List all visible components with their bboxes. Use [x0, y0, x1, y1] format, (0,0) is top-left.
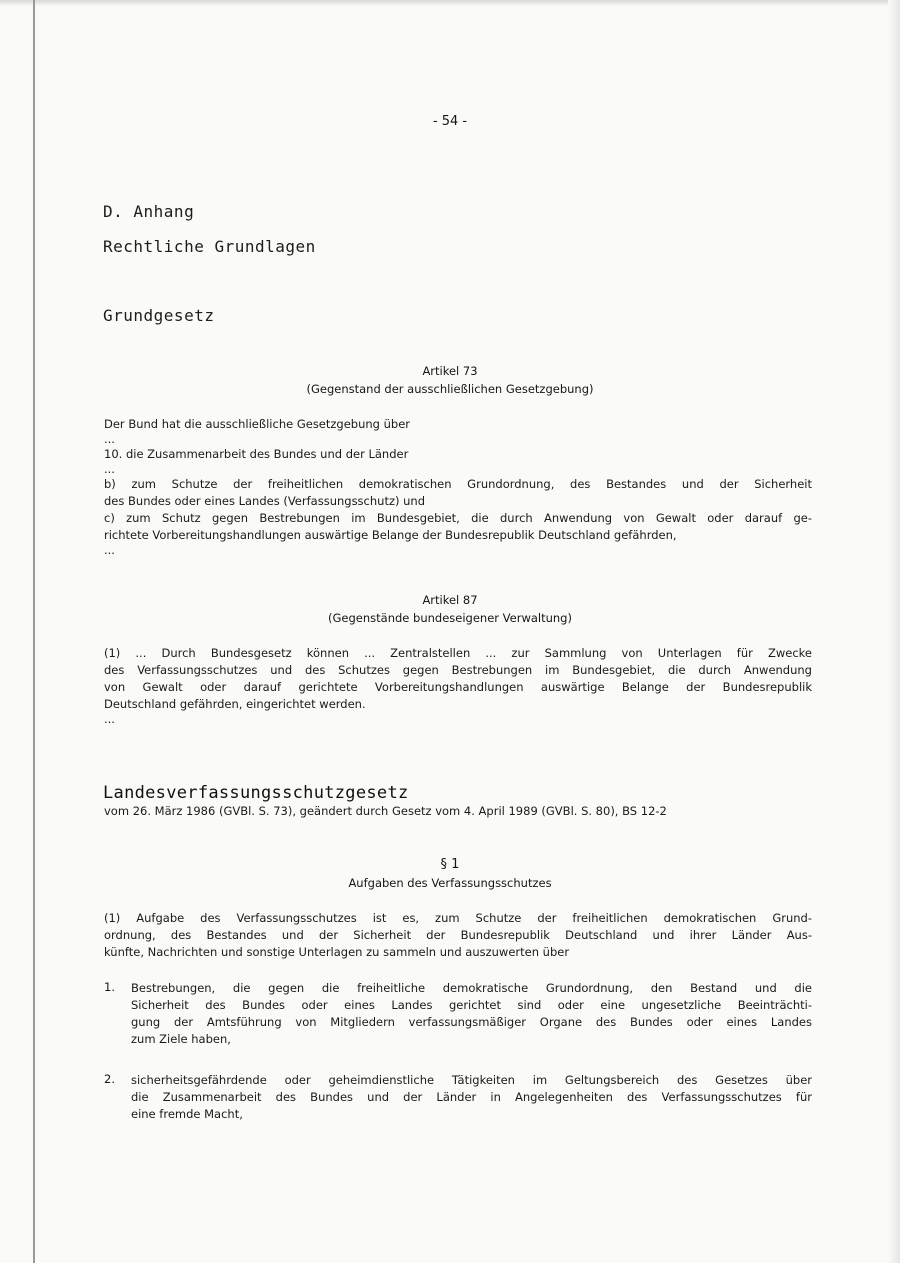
par1-title: § 1: [440, 857, 460, 872]
ellipsis-line: ...: [104, 543, 115, 557]
text-line: 10. die Zusammenarbeit des Bundes und der Länder: [104, 447, 409, 461]
text-line: des Bundes oder eines Landes (Verfassungsschutz) und: [104, 494, 426, 508]
text-line: (1) Aufgabe des Verfassungsschutzes ist es, zum Schutze der freiheitlichen demokratischen Grund-: [104, 911, 812, 925]
section-subtitle: Rechtliche Grundlagen: [103, 237, 316, 256]
text-line: zum Ziele haben,: [131, 1032, 231, 1046]
art87-subtitle: (Gegenstände bundeseigener Verwaltung): [328, 611, 572, 625]
ellipsis-line: ...: [104, 432, 115, 446]
art73-subtitle: (Gegenstand der ausschließlichen Gesetzgebung): [306, 382, 594, 396]
ellipsis-line: ...: [104, 712, 115, 726]
text-line: sicherheitsgefährdende oder geheimdienstliche Tätigkeiten im Geltungsbereich des Gesetzes über: [131, 1073, 812, 1087]
list-number: 1.: [104, 980, 115, 994]
text-line: b) zum Schutze der freiheitlichen demokratischen Grundordnung, des Bestandes und der Sicherheit: [104, 477, 812, 491]
binding-edge-line: [33, 0, 35, 1263]
text-line: richtete Vorbereitungshandlungen auswärtige Belange der Bundesrepublik Deutschland gefährden,: [104, 528, 677, 542]
scan-top-shadow: [0, 0, 900, 6]
text-line: Sicherheit des Bundes oder eines Landes gerichtet sind oder eine ungesetzliche Beeinträchti-: [131, 998, 812, 1012]
scan-right-shadow: [888, 0, 900, 1263]
text-line: eine fremde Macht,: [131, 1107, 243, 1121]
list-item: [131, 980, 812, 1048]
text-line: von Gewalt oder darauf gerichtete Vorbereitungshandlungen auswärtige Belange der Bundesrepublik: [104, 680, 812, 694]
text-line: Der Bund hat die ausschließliche Gesetzgebung über: [104, 417, 411, 431]
ellipsis-line: ...: [104, 462, 115, 476]
text-line: gung der Amtsführung von Mitgliedern verfassungsmäßiger Organe des Bundes oder eines Landes: [131, 1015, 812, 1029]
lvsg-title: Landesverfassungsschutzgesetz: [103, 783, 409, 803]
list-number: 2.: [104, 1072, 115, 1086]
lvsg-citation: vom 26. März 1986 (GVBl. S. 73), geändert durch Gesetz vom 4. April 1989 (GVBl. S. 80), BS 12-2: [104, 804, 667, 818]
grundgesetz-title: Grundgesetz: [103, 306, 215, 325]
art73-title: Artikel 73: [422, 364, 478, 378]
page-number: - 54 -: [432, 114, 468, 129]
text-line: die Zusammenarbeit des Bundes und der Länder in Angelegenheiten des Verfassungsschutzes für: [131, 1090, 812, 1104]
text-line: ordnung, des Bestandes und der Sicherheit der Bundesrepublik Deutschland und ihrer Länder Aus-: [104, 928, 812, 942]
par1-intro: [104, 910, 812, 961]
text-line: Deutschland gefährden, eingerichtet werden.: [104, 697, 366, 711]
text-line: künfte, Nachrichten und sonstige Unterlagen zu sammeln und auszuwerten über: [104, 945, 570, 959]
list-item: [131, 1072, 812, 1123]
text-line: des Verfassungsschutzes und des Schutzes gegen Bestrebungen im Bundesgebiet, die durch Anwendung: [104, 663, 812, 677]
text-line: (1) ... Durch Bundesgesetz können ... Zentralstellen ... zur Sammlung von Unterlagen für Zwecke: [104, 646, 812, 660]
art73-text: [104, 416, 812, 557]
text-line: c) zum Schutz gegen Bestrebungen im Bundesgebiet, die durch Anwendung von Gewalt oder darauf ge-: [104, 511, 812, 525]
par1-subtitle: Aufgaben des Verfassungsschutzes: [348, 876, 552, 890]
section-title: D. Anhang: [103, 202, 195, 221]
art87-text: [104, 645, 812, 726]
art87-title: Artikel 87: [422, 593, 478, 607]
text-line: Bestrebungen, die gegen die freiheitliche demokratische Grundordnung, den Bestand und die: [131, 981, 812, 995]
